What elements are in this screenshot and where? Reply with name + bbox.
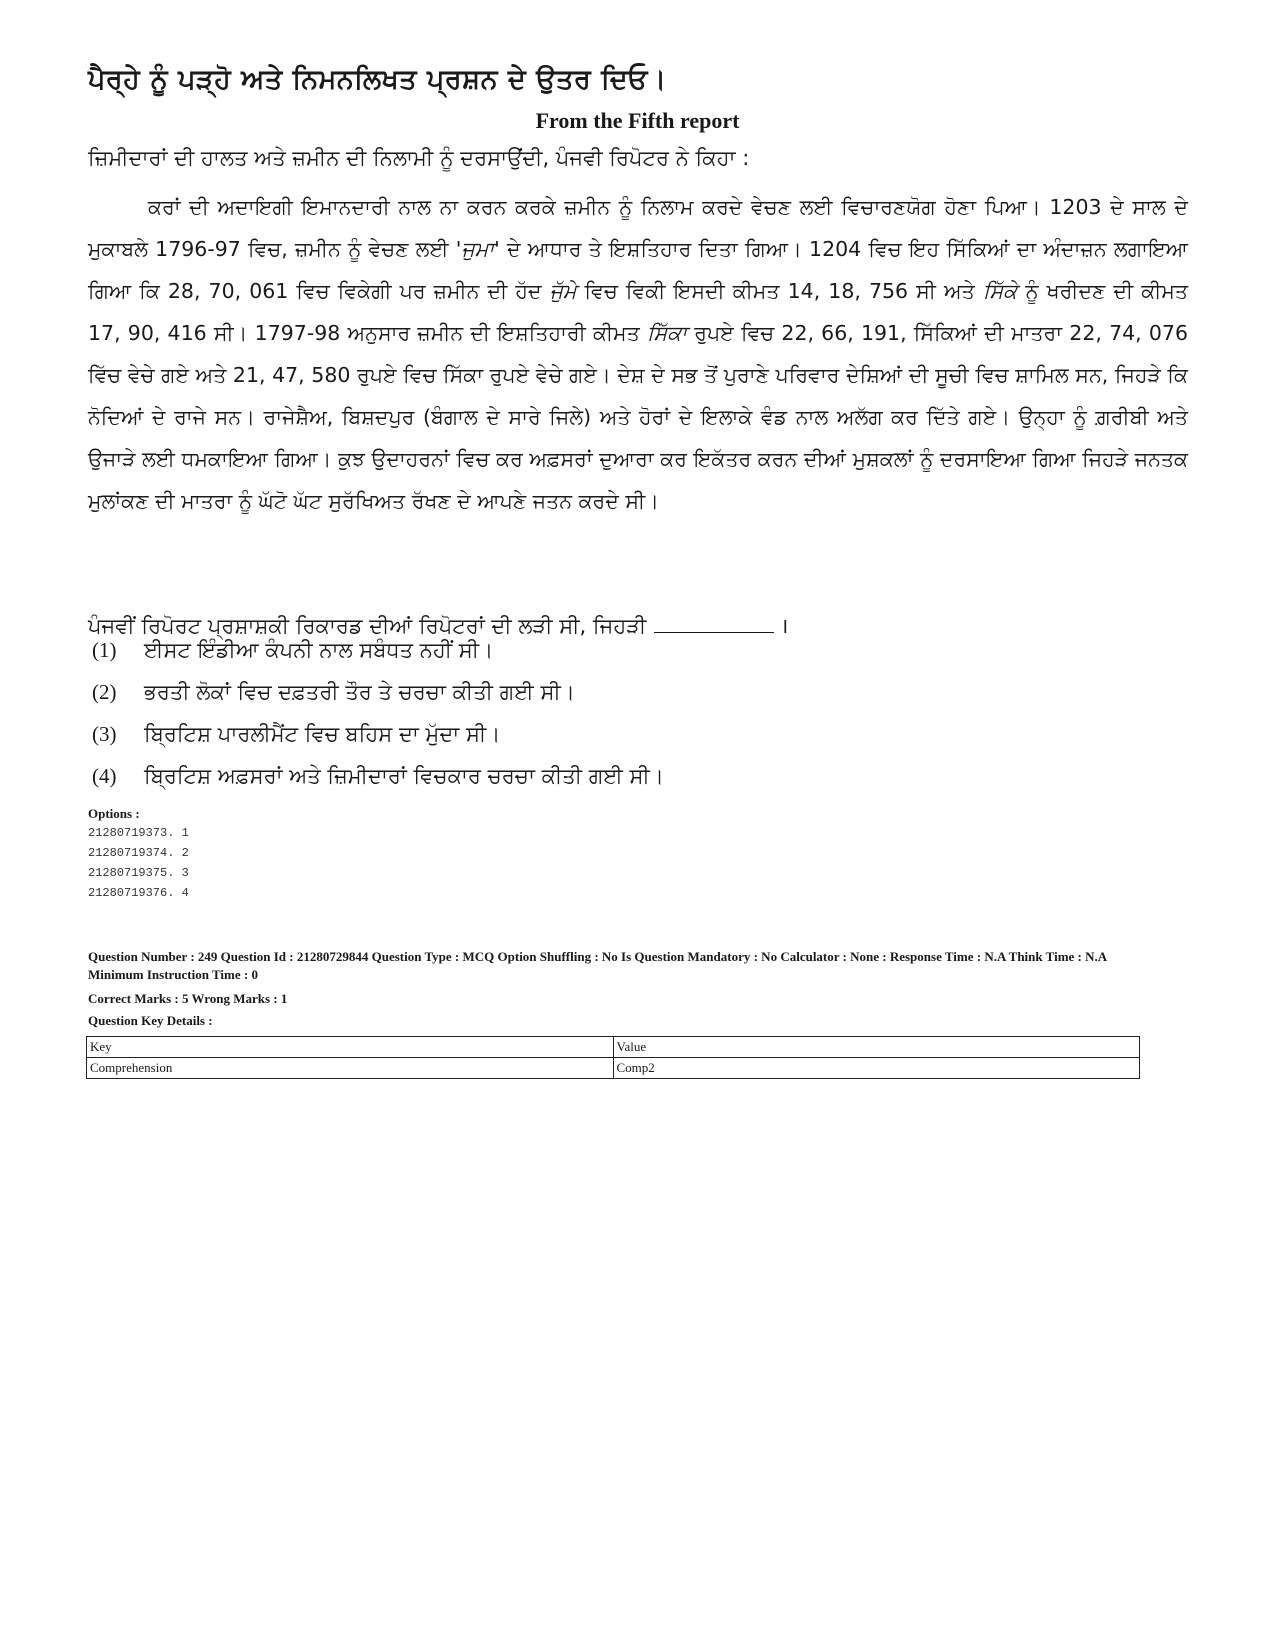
question-text: ਪੰਜਵੀਂ ਰਿਪੋਰਟ ਪ੍ਰਸ਼ਾਸ਼ਕੀ ਰਿਕਾਰਡ ਦੀਆਂ ਰਿਪੋਟਰਾਂ ਦੀ ਲੜੀ ਸੀ, ਜਿਹੜੀ: [88, 614, 647, 638]
table-cell-value: Comp2: [613, 1058, 1140, 1079]
table-row: [87, 1058, 1140, 1079]
option-id-2: 21280719374. 2: [88, 846, 189, 860]
passage-title: From the Fifth report: [535, 108, 740, 133]
marks-info: Correct Marks : 5 Wrong Marks : 1: [88, 991, 288, 1006]
table-header-key: Key: [87, 1037, 614, 1058]
passage-term-jumma: 'ਜੁਮਾ': [455, 237, 500, 261]
key-details-label: Question Key Details :: [88, 1013, 213, 1028]
passage-text-5: ਰੁਪਏ ਵਿਚ 22, 66, 191, ਸਿੱਕਿਆਂ ਦੀ ਮਾਤਰਾ 22, 74, 076 ਵਿੱਚ ਵੇਚੇ ਗਏ ਅਤੇ 21, 47, 580 ਰੁਪਏ ਵਿਚ ਸਿੱਕਾ ਰੁਪਏ ਵੇਚੇ ਗਏ। ਦੇਸ਼ ਦੇ ਸਭ ਤੋਂ ਪੁਰਾਣੇ ਪਰਿਵਾਰ ਦੇਸ਼ਿਆਂ ਦੀ ਸੂਚੀ ਵਿਚ ਸ਼ਾਮਿਲ ਸਨ, ਜਿਹੜੇ ਕਿ ਨੋਦਿਆਂ ਦੇ ਰਾਜੇ ਸਨ। ਰਾਜੇਸ਼ੈਅ, ਬਿਸ਼ਦਪੁਰ (ਬੰਗਾਲ ਦੇ ਸਾਰੇ ਜਿਲੇ) ਅਤੇ ਹੋਰਾਂ ਦੇ ਇਲਾਕੇ ਵੰਡ ਨਾਲ ਅਲੱਗ ਕਰ ਦਿੱਤੇ ਗਏ। ਉਨ੍ਹਾ ਨੂੰ ਗ਼ਰੀਬੀ ਅਤੇ ਉਜਾੜੇ ਲਈ ਧਮਕਾਇਆ ਗਿਆ। ਕੁਝ ਉਦਾਹਰਨਾਂ ਵਿਚ ਕਰ ਅਫ਼ਸਰਾਂ ਦੁਆਰਾ ਕਰ ਇਕੱਤਰ ਕਰਨ ਦੀਆਂ ਮੁਸ਼ਕਲਾਂ ਨੂੰ ਦਰਸਾਇਆ ਗਿਆ ਜਿਹੜੇ ਜਨਤਕ ਮੁਲਾਂਕਣ ਦੀ ਮਾਤਰਾ ਨੂੰ ਘੱਟੋ ਘੱਟ ਸੁਰੱਖਿਅਤ ਰੱਖਣ ਦੇ ਆਪਣੇ ਜਤਨ ਕਰਦੇ ਸੀ।: [88, 321, 1189, 513]
option-4[interactable]: [92, 764, 664, 789]
answer-blank: [654, 612, 774, 633]
option-text: ਬ੍ਰਿਟਿਸ਼ ਅਫ਼ਸਰਾਂ ਅਤੇ ਜ਼ਿਮੀਦਾਰਾਂ ਵਿਚਕਾਰ ਚਰਚਾ ਕੀਤੀ ਗਈ ਸੀ।: [144, 764, 664, 788]
passage-body: [88, 186, 1188, 522]
passage-term-jumme: ਜੁੱਮੇ: [549, 279, 577, 303]
passage-text-4: ਨੂੰ ਖਰੀਦਣ ਦੀ ਕੀਮਤ 17, 90, 416 ਸੀ। 1797-98 ਅਨੁਸਾਰ ਜ਼ਮੀਨ ਦੀ ਇਸ਼ਤਿਹਾਰੀ ਕੀਮਤ: [88, 279, 1189, 345]
option-1[interactable]: [92, 638, 493, 663]
table-header-value: Value: [613, 1037, 1140, 1058]
passage-text-2: ਦੇ ਆਧਾਰ ਤੇ ਇਸ਼ਤਿਹਾਰ ਦਿਤਾ ਗਿਆ। 1204 ਵਿਚ ਇਹ ਸਿੱਕਿਆਂ ਦਾ ਅੰਦਾਜ਼ਨ ਲਗਾਇਆ ਗਿਆ ਕਿ 28, 70, 061 ਵਿਚ ਵਿਕੇਗੀ ਪਰ ਜ਼ਮੀਨ ਦੀ ਹੱਦ: [88, 237, 1188, 303]
passage-text-1: ਕਰਾਂ ਦੀ ਅਦਾਇਗੀ ਇਮਾਨਦਾਰੀ ਨਾਲ ਨਾ ਕਰਨ ਕਰਕੇ ਜ਼ਮੀਨ ਨੂੰ ਨਿਲਾਮ ਕਰਦੇ ਵੇਚਣ ਲਈ ਵਿਚਾਰਣਯੋਗ ਹੋਣਾ ਪਿਆ। 1203 ਦੇ ਸਾਲ ਦੇ ਮੁਕਾਬਲੇ 1796-97 ਵਿਚ, ਜ਼ਮੀਨ ਨੂੰ ਵੇਚਣ ਲਈ: [88, 195, 1188, 261]
option-id-1: 21280719373. 1: [88, 826, 189, 840]
table-cell-key: Comprehension: [87, 1058, 614, 1079]
question-end: ।: [780, 614, 789, 638]
passage-text-3: ਵਿਚ ਵਿਕੀ ਇਸਦੀ ਕੀਮਤ 14, 18, 756 ਸੀ ਅਤੇ: [584, 279, 975, 303]
table-header-row: [87, 1037, 1140, 1058]
instruction-heading: ਪੈਰ੍ਹੇ ਨੂੰ ਪੜ੍ਹੋ ਅਤੇ ਨਿਮਨਲਿਖਤ ਪ੍ਰਸ਼ਨ ਦੇ ਉਤਰ ਦਿਓ।: [88, 64, 667, 95]
option-number: (2): [92, 680, 117, 704]
option-text: ਬ੍ਰਿਟਿਸ਼ ਪਾਰਲੀਮੈਂਟ ਵਿਚ ਬਹਿਸ ਦਾ ਮੁੱਦਾ ਸੀ।: [144, 722, 501, 746]
option-number: (4): [92, 764, 117, 788]
key-details-table: [86, 1036, 1140, 1079]
option-id-3: 21280719375. 3: [88, 866, 189, 880]
options-label: Options :: [88, 806, 140, 821]
option-3[interactable]: [92, 722, 500, 747]
passage-term-sikka: ਸਿੱਕਾ: [646, 321, 688, 345]
option-id-4: 21280719376. 4: [88, 886, 189, 900]
question-stem: [88, 612, 788, 640]
option-text: ਭਰਤੀ ਲੋਕਾਂ ਵਿਚ ਦਫ਼ਤਰੀ ਤੌਰ ਤੇ ਚਰਚਾ ਕੀਤੀ ਗਈ ਸੀ।: [144, 680, 575, 704]
passage-term-sikke: ਸਿੱਕੇ: [982, 279, 1018, 303]
option-2[interactable]: [92, 680, 575, 705]
option-number: (1): [92, 638, 117, 662]
option-number: (3): [92, 722, 117, 746]
passage-intro: ਜ਼ਿਮੀਦਾਰਾਂ ਦੀ ਹਾਲਤ ਅਤੇ ਜ਼ਮੀਨ ਦੀ ਨਿਲਾਮੀ ਨੂੰ ਦਰਸਾਉਂਦੀ, ਪੰਜਵੀ ਰਿਪੋਟਰ ਨੇ ਕਿਹਾ :: [88, 146, 750, 170]
question-metadata: Question Number : 249 Question Id : 21280729844 Question Type : MCQ Option Shuffling : No Is Question Mandatory : No Calculator : None : Response Time : N.A Think Time : N.A Minimum Instruction Time : 0: [88, 949, 1107, 982]
option-text: ਈਸਟ ਇੰਡੀਆ ਕੰਪਨੀ ਨਾਲ ਸਬੰਧਤ ਨਹੀਂ ਸੀ।: [144, 638, 494, 662]
